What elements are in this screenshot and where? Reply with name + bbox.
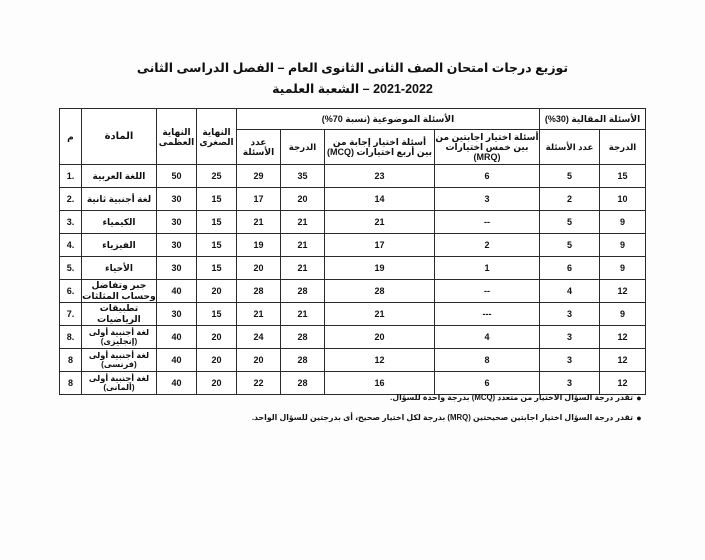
cell-max-total: 40 bbox=[156, 280, 196, 303]
cell-essay-count: 5 bbox=[539, 234, 599, 257]
grade-distribution-table bbox=[59, 108, 646, 395]
cell-subject: الفيزياء bbox=[81, 234, 156, 257]
cell-mcq: 16 bbox=[324, 372, 434, 395]
cell-objective-grade: 21 bbox=[280, 234, 324, 257]
cell-essay-grade: 9 bbox=[600, 211, 646, 234]
cell-essay-count: 3 bbox=[539, 349, 599, 372]
cell-subject: جبر وتفاضل وحساب المثلثات bbox=[82, 280, 156, 301]
table-row bbox=[59, 188, 645, 211]
cell-mrq: --- bbox=[434, 303, 539, 326]
cell-essay-count: 2 bbox=[539, 188, 599, 211]
cell-objective-grade: 28 bbox=[280, 326, 324, 349]
header-question-count: عدد الأسئلة bbox=[236, 130, 280, 165]
cell-essay-grade: 9 bbox=[600, 303, 646, 326]
cell-objective-grade: 21 bbox=[280, 303, 324, 326]
cell-objective-grade: 21 bbox=[280, 257, 324, 280]
document-title-block bbox=[0, 58, 705, 99]
footnote-item bbox=[59, 412, 645, 424]
cell-min-total: 20 bbox=[196, 326, 236, 349]
header-group-objective: الأسئلة الموضوعية (نسبة 70%) bbox=[236, 109, 539, 130]
cell-mcq: 14 bbox=[324, 188, 434, 211]
cell-essay-grade: 12 bbox=[600, 280, 646, 303]
cell-essay-grade: 12 bbox=[600, 372, 646, 395]
cell-objective-grade: 35 bbox=[280, 165, 324, 188]
table-row bbox=[59, 211, 645, 234]
cell-question-count: 20 bbox=[236, 257, 280, 280]
cell-mrq: 1 bbox=[434, 257, 539, 280]
cell-subject: لغة أجنبية أولى (إنجليزى) bbox=[81, 326, 156, 349]
cell-question-count: 22 bbox=[236, 372, 280, 395]
cell-min-total: 20 bbox=[196, 280, 236, 303]
footnote-item bbox=[59, 392, 645, 404]
page-subtitle: 2021-2022 – الشعبة العلمية bbox=[272, 82, 433, 96]
table-row bbox=[59, 280, 645, 303]
header-mcq: أسئلة اختيار إجابة من بين أربع اختيارات (MCQ) bbox=[324, 130, 434, 165]
cell-mcq: 23 bbox=[324, 165, 434, 188]
cell-mcq: 17 bbox=[324, 234, 434, 257]
bullet-icon: ● bbox=[636, 413, 642, 423]
cell-index: 7. bbox=[59, 303, 81, 326]
cell-mcq: 21 bbox=[324, 211, 434, 234]
cell-essay-count: 3 bbox=[539, 303, 599, 326]
footnote-text: تقدر درجة السؤال اختيار اجابتين صحيحتين (MRQ) بدرجة لكل اختيار صحيح، أى بدرجتين للسؤال الواحد. bbox=[251, 413, 633, 422]
cell-mcq: 20 bbox=[324, 326, 434, 349]
header-max-total: النهاية العظمى bbox=[156, 109, 196, 165]
cell-essay-count: 5 bbox=[539, 165, 599, 188]
cell-objective-grade: 28 bbox=[280, 372, 324, 395]
cell-index: 2. bbox=[59, 188, 81, 211]
cell-essay-grade: 15 bbox=[600, 165, 646, 188]
cell-essay-grade: 10 bbox=[600, 188, 646, 211]
cell-index: 4. bbox=[59, 234, 81, 257]
cell-min-total: 20 bbox=[196, 372, 236, 395]
cell-question-count: 17 bbox=[236, 188, 280, 211]
cell-mrq: 2 bbox=[434, 234, 539, 257]
cell-essay-grade: 9 bbox=[600, 234, 646, 257]
cell-max-total: 30 bbox=[156, 257, 196, 280]
cell-index: 3. bbox=[59, 211, 81, 234]
cell-subject: لغة أجنبية أولى (ألمانى) bbox=[81, 372, 156, 395]
cell-subject: الكيمياء bbox=[81, 211, 156, 234]
cell-subject: اللغة العربية bbox=[81, 165, 156, 188]
cell-mrq: 6 bbox=[434, 165, 539, 188]
cell-essay-grade: 9 bbox=[600, 257, 646, 280]
cell-index: 6. bbox=[59, 280, 81, 303]
cell-question-count: 28 bbox=[236, 280, 280, 303]
header-essay-grade: الدرجة bbox=[600, 130, 646, 165]
cell-mrq: -- bbox=[434, 211, 539, 234]
cell-min-total: 15 bbox=[196, 303, 236, 326]
cell-subject: لغة أجنبية أولى (فرنسى) bbox=[81, 349, 156, 372]
cell-max-total: 50 bbox=[156, 165, 196, 188]
table-row bbox=[59, 165, 645, 188]
cell-essay-count: 5 bbox=[539, 211, 599, 234]
grades-table-container bbox=[60, 108, 646, 395]
cell-question-count: 21 bbox=[236, 303, 280, 326]
cell-mcq: 19 bbox=[324, 257, 434, 280]
table-row bbox=[59, 234, 645, 257]
cell-objective-grade: 21 bbox=[280, 211, 324, 234]
header-group-essay: الأسئلة المقالية (30%) bbox=[539, 109, 645, 130]
cell-question-count: 29 bbox=[236, 165, 280, 188]
table-row bbox=[59, 349, 645, 372]
cell-index: 5. bbox=[59, 257, 81, 280]
cell-essay-count: 3 bbox=[539, 372, 599, 395]
table-group-header-row bbox=[59, 109, 645, 130]
header-min-total: النهاية الصغرى bbox=[196, 109, 236, 165]
header-mrq: أسئلة اختيار اجابتين من بين خمس اختيارات (MRQ) bbox=[434, 130, 539, 165]
cell-objective-grade: 28 bbox=[280, 349, 324, 372]
cell-index: 1. bbox=[59, 165, 81, 188]
cell-min-total: 20 bbox=[196, 349, 236, 372]
cell-essay-grade: 12 bbox=[600, 349, 646, 372]
cell-question-count: 19 bbox=[236, 234, 280, 257]
cell-min-total: 15 bbox=[196, 211, 236, 234]
cell-question-count: 21 bbox=[236, 211, 280, 234]
cell-subject: تطبيقات الرياضيات bbox=[81, 303, 156, 326]
cell-index: 8. bbox=[59, 326, 81, 349]
cell-max-total: 30 bbox=[156, 188, 196, 211]
bullet-icon: ● bbox=[636, 393, 642, 403]
cell-mrq: 3 bbox=[434, 188, 539, 211]
cell-essay-count: 6 bbox=[539, 257, 599, 280]
cell-mcq: 21 bbox=[324, 303, 434, 326]
cell-max-total: 30 bbox=[156, 234, 196, 257]
cell-max-total: 40 bbox=[156, 372, 196, 395]
page-title: توزيع درجات امتحان الصف الثانى الثانوى العام – الفصل الدراسى الثانى bbox=[136, 61, 569, 75]
cell-subject: لغة أجنبية ثانية bbox=[81, 188, 156, 211]
cell-min-total: 15 bbox=[196, 257, 236, 280]
cell-mcq: 12 bbox=[324, 349, 434, 372]
cell-essay-count: 3 bbox=[539, 326, 599, 349]
cell-objective-grade: 20 bbox=[280, 188, 324, 211]
table-head bbox=[59, 109, 645, 165]
cell-mrq: 8 bbox=[434, 349, 539, 372]
cell-essay-grade: 12 bbox=[600, 326, 646, 349]
cell-mrq: 6 bbox=[434, 372, 539, 395]
cell-max-total: 30 bbox=[156, 303, 196, 326]
header-objective-grade: الدرجة bbox=[280, 130, 324, 165]
cell-question-count: 20 bbox=[236, 349, 280, 372]
cell-mcq: 28 bbox=[324, 280, 434, 303]
cell-index: 8 bbox=[59, 372, 81, 395]
cell-max-total: 40 bbox=[156, 326, 196, 349]
footnotes-list bbox=[59, 392, 645, 432]
footnote-text: تقدر درجة السؤال الاختيار من متعدد (MCQ) بدرجة واحدة للسؤال. bbox=[390, 393, 633, 402]
cell-subject: الأحياء bbox=[81, 257, 156, 280]
header-essay-count: عدد الأسئلة bbox=[539, 130, 599, 165]
cell-min-total: 25 bbox=[196, 165, 236, 188]
table-row bbox=[59, 326, 645, 349]
cell-max-total: 30 bbox=[156, 211, 196, 234]
cell-min-total: 15 bbox=[196, 234, 236, 257]
cell-question-count: 24 bbox=[236, 326, 280, 349]
cell-mrq: 4 bbox=[434, 326, 539, 349]
cell-max-total: 40 bbox=[156, 349, 196, 372]
cell-min-total: 15 bbox=[196, 188, 236, 211]
table-body bbox=[59, 165, 645, 395]
table-row bbox=[59, 303, 645, 326]
cell-index: 8 bbox=[59, 349, 81, 372]
cell-essay-count: 4 bbox=[539, 280, 599, 303]
cell-mrq: -- bbox=[434, 280, 539, 303]
header-subject: المادة bbox=[81, 109, 156, 165]
cell-objective-grade: 28 bbox=[280, 280, 324, 303]
table-row bbox=[59, 257, 645, 280]
header-index: م bbox=[59, 109, 81, 165]
